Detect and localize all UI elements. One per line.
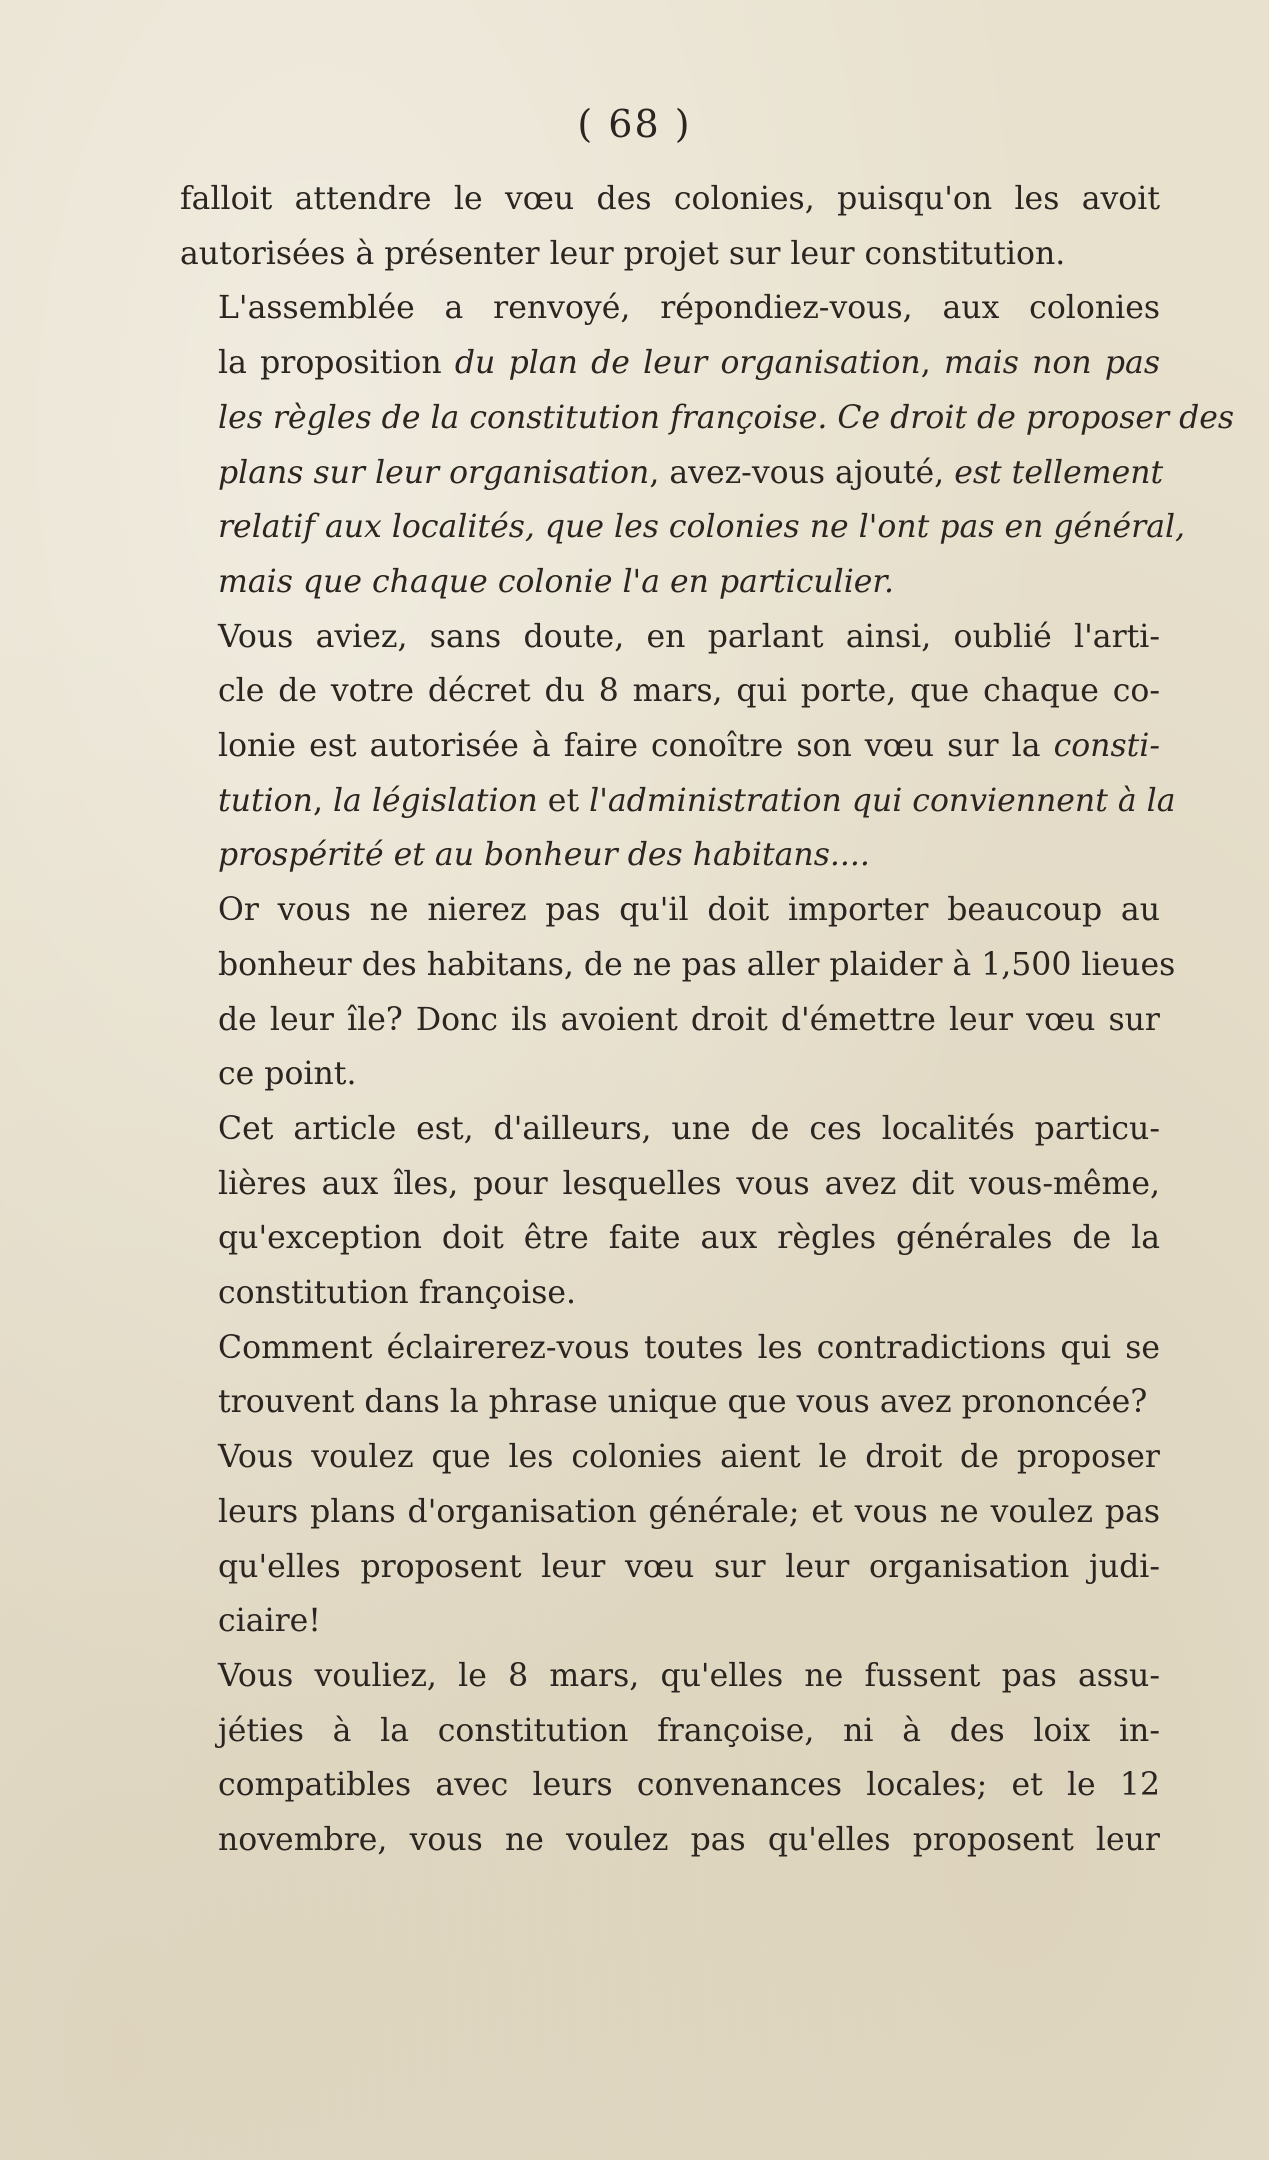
text-run: , (920, 345, 944, 382)
text-line (180, 883, 1160, 938)
italic-text: relatif aux localités, que les colonies ne l'ont pas en général, (218, 509, 1186, 546)
text-line (180, 1375, 1160, 1430)
italic-text: consti- (1053, 728, 1160, 765)
text-line (180, 172, 1160, 227)
text-line (180, 446, 1164, 501)
text-run: Vous vouliez, le 8 mars, qu'elles ne fussent pas assu- (218, 1657, 1160, 1694)
text-run: L'assemblée a renvoyé, répondiez-vous, aux colonies (218, 290, 1160, 327)
italic-text: mais que chaque colonie l'a en particulier. (218, 563, 895, 600)
text-run: ciaire! (218, 1603, 321, 1640)
text-line (180, 1321, 1160, 1376)
italic-text: prospérité et au bonheur des habitans.... (218, 837, 870, 874)
text-run: falloit attendre le vœu des colonies, puisqu'on les avoit (180, 181, 1160, 217)
text-run: Vous aviez, sans doute, en parlant ainsi, oublié l'arti- (218, 618, 1160, 655)
text-run: autorisées à présenter leur projet sur leur constitution. (180, 235, 1066, 272)
text-run: Comment éclairerez-vous toutes les contradictions qui se (218, 1329, 1160, 1366)
italic-text: la législation (332, 782, 538, 819)
text-run: lonie est autorisée à faire conoître son vœu sur la (218, 728, 1054, 765)
text-line (180, 610, 1160, 665)
text-line (180, 1758, 1160, 1813)
text-run: ce point. (218, 1056, 357, 1093)
text-line (180, 1266, 1160, 1321)
text-run: Or vous ne nierez pas qu'il doit importer beaucoup au (218, 892, 1160, 929)
italic-text: les règles de la constitution françoise. Ce droit de proposer des (218, 399, 1235, 436)
text-run: la proposition (218, 345, 455, 382)
text-run: jéties à la constitution françoise, ni à des loix in- (218, 1712, 1160, 1749)
text-line (180, 1704, 1160, 1759)
page-number: ( 68 ) (577, 102, 692, 146)
text-line (180, 500, 1186, 555)
text-line (180, 664, 1160, 719)
text-line (180, 1211, 1160, 1266)
paragraph (180, 883, 1176, 1102)
text-line (180, 391, 1235, 446)
text-run: , (312, 782, 333, 819)
text-run: novembre, vous ne voulez pas qu'elles proposent leur (218, 1822, 1160, 1859)
text-line (180, 938, 1176, 993)
text-run: , avez-vous ajouté, (649, 454, 955, 491)
text-line (180, 1157, 1160, 1212)
text-run: qu'exception doit être faite aux règles générales de la (218, 1220, 1160, 1257)
paragraph (180, 172, 1160, 281)
text-line (180, 993, 1160, 1048)
text-run: et (537, 782, 590, 819)
paragraph (180, 1649, 1160, 1868)
text-line (180, 774, 1176, 829)
paragraph (180, 1430, 1160, 1649)
text-run: Cet article est, d'ailleurs, une de ces localités particu- (218, 1110, 1160, 1147)
paragraph (180, 1102, 1160, 1321)
italic-text: du plan de leur organisation (454, 345, 921, 382)
text-run: lières aux îles, pour lesquelles vous avez dit vous-même, (218, 1165, 1160, 1202)
text-run: Vous voulez que les colonies aient le droit de proposer (218, 1439, 1160, 1476)
text-line (180, 1430, 1160, 1485)
italic-text: mais non pas (943, 345, 1160, 382)
text-line (180, 1102, 1160, 1157)
italic-text: est tellement (954, 454, 1164, 491)
text-line (180, 336, 1160, 391)
text-line (180, 1485, 1160, 1540)
text-run: qu'elles proposent leur vœu sur leur organisation judi- (218, 1548, 1160, 1585)
text-line (180, 1540, 1160, 1595)
body-text (180, 172, 1235, 1868)
text-run: constitution françoise. (218, 1275, 577, 1312)
text-run: cle de votre décret du 8 mars, qui porte, que chaque co- (218, 673, 1160, 710)
text-run: de leur île? Donc ils avoient droit d'émettre leur vœu sur (218, 1001, 1160, 1038)
text-run: trouvent dans la phrase unique que vous avez prononcée? (218, 1384, 1148, 1421)
italic-text: l'administration qui conviennent à la (589, 782, 1176, 819)
paragraph (180, 1321, 1160, 1430)
text-line (180, 1649, 1160, 1704)
text-line (180, 719, 1160, 774)
text-line (180, 1813, 1160, 1868)
text-line (180, 227, 1160, 282)
paragraph (180, 281, 1235, 609)
paragraph (180, 610, 1176, 884)
italic-text: tution (218, 782, 313, 819)
text-line (180, 828, 1160, 883)
text-run: leurs plans d'organisation générale; et vous ne voulez pas (218, 1493, 1160, 1530)
text-run: bonheur des habitans, de ne pas aller plaider à 1,500 lieues (218, 946, 1176, 983)
italic-text: plans sur leur organisation (218, 454, 650, 491)
text-line (180, 1594, 1160, 1649)
text-line (180, 1047, 1160, 1102)
text-line (180, 555, 1160, 610)
text-run: compatibles avec leurs convenances locales; et le 12 (218, 1767, 1160, 1804)
text-line (180, 281, 1160, 336)
